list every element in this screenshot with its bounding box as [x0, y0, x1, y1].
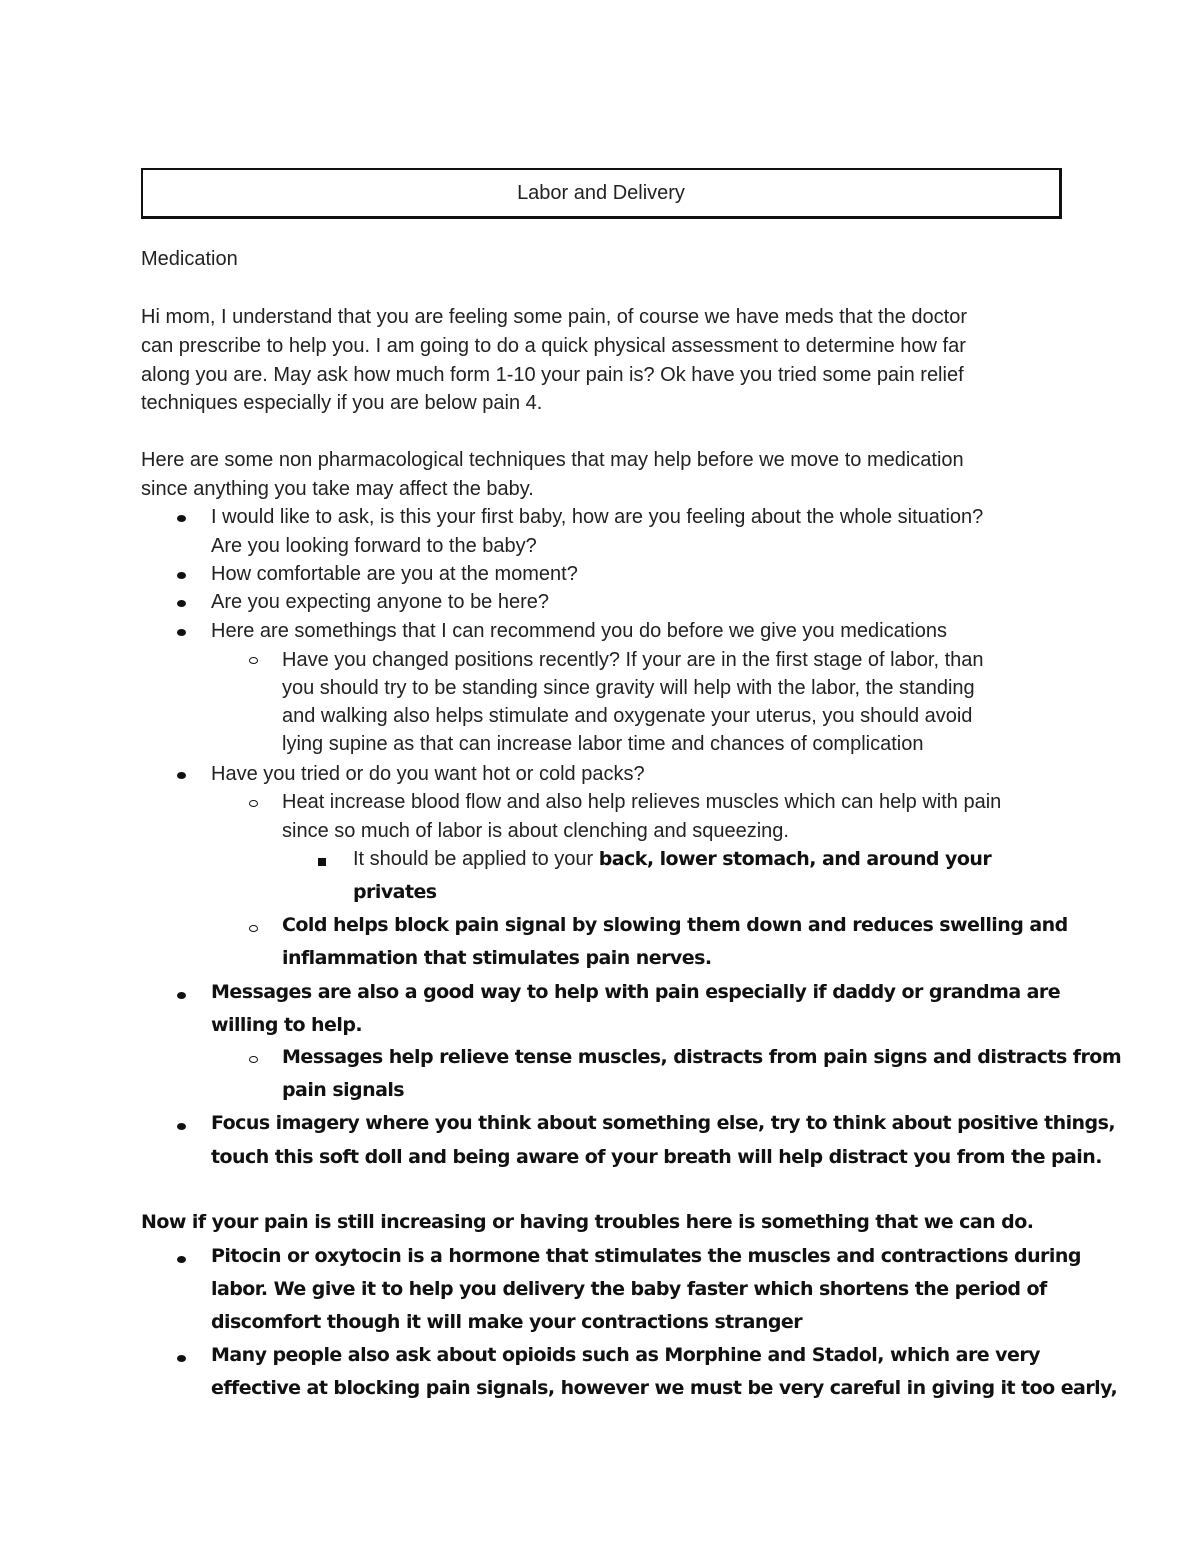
sub-positions-line: Have you changed positions recently? If your are in the first stage of labor, than — [282, 649, 984, 671]
bullet-circle-icon — [249, 1056, 258, 1063]
bullet-disc-icon — [177, 572, 186, 579]
sub-heat-line: Heat increase blood flow and also help relieves muscles which can help with pain — [282, 791, 1002, 813]
heat-apply-continuation: privates — [353, 881, 437, 903]
bullet-disc-icon — [177, 1355, 186, 1362]
sub-messages-line: Messages help relieve tense muscles, distracts from pain signs and distracts from — [282, 1046, 1122, 1068]
bullet-comfortable: How comfortable are you at the moment? — [211, 563, 578, 585]
bullet-square-icon — [318, 858, 326, 866]
bullet-expecting: Are you expecting anyone to be here? — [211, 591, 550, 613]
nonpharm-line: Here are some non pharmacological techniques that may help before we move to medication — [141, 449, 964, 471]
bullet-disc-icon — [177, 600, 186, 607]
increasing-heading: Now if your pain is still increasing or having troubles here is something that we can do. — [141, 1211, 1034, 1233]
title-box — [141, 168, 1062, 219]
bullet-opioids-line: Many people also ask about opioids such as Morphine and Stadol, which are very — [211, 1344, 1041, 1366]
document-title: Labor and Delivery — [517, 181, 685, 204]
bullet-disc-icon — [177, 515, 186, 522]
bullet-disc-icon — [177, 992, 186, 999]
bullet-first-baby-line: I would like to ask, is this your first baby, how are you feeling about the whole situation? — [211, 506, 984, 528]
sub-heat-line: since so much of labor is about clenching and squeezing. — [282, 820, 789, 842]
bullet-recommend: Here are somethings that I can recommend you do before we give you medications — [211, 620, 947, 642]
bullet-pitocin-line: Pitocin or oxytocin is a hormone that stimulates the muscles and contractions during — [211, 1245, 1081, 1267]
bullet-disc-icon — [177, 629, 186, 636]
intro-line: techniques especially if you are below pain 4. — [141, 392, 543, 414]
sub-heat-apply-line — [353, 848, 991, 871]
bullet-opioids-line: effective at blocking pain signals, however we must be very careful in giving it too early, — [211, 1377, 1118, 1399]
bullet-pitocin-line: labor. We give it to help you delivery the baby faster which shortens the period of — [211, 1278, 1047, 1300]
heat-apply-bold: back, lower stomach, and around your — [598, 848, 992, 870]
bullet-first-baby-line: Are you looking forward to the baby? — [211, 535, 537, 557]
bullet-disc-icon — [177, 772, 186, 779]
bullet-imagery-line: touch this soft doll and being aware of your breath will help distract you from the pain. — [211, 1146, 1102, 1168]
bullet-circle-icon — [249, 925, 258, 932]
sub-positions-line: and walking also helps stimulate and oxygenate your uterus, you should avoid — [282, 705, 973, 727]
sub-cold-line: inflammation that stimulates pain nerves. — [282, 947, 712, 969]
sub-messages-line: pain signals — [282, 1079, 405, 1101]
nonpharm-line: since anything you take may affect the baby. — [141, 478, 534, 500]
bullet-circle-icon — [249, 800, 258, 807]
bullet-packs: Have you tried or do you want hot or cold packs? — [211, 763, 645, 785]
bullet-disc-icon — [177, 1256, 186, 1263]
bullet-imagery-line: Focus imagery where you think about something else, try to think about positive things, — [211, 1112, 1115, 1134]
intro-line: Hi mom, I understand that you are feeling some pain, of course we have meds that the doctor — [141, 306, 968, 328]
bullet-messages-line: willing to help. — [211, 1014, 363, 1036]
heat-apply-prefix: It should be applied to your — [353, 848, 599, 870]
sub-positions-line: you should try to be standing since gravity will help with the labor, the standing — [282, 677, 975, 699]
bullet-messages-line: Messages are also a good way to help with pain especially if daddy or grandma are — [211, 981, 1061, 1003]
intro-line: along you are. May ask how much form 1-10 your pain is? Ok have you tried some pain relief — [141, 364, 964, 386]
intro-line: can prescribe to help you. I am going to do a quick physical assessment to determine how far — [141, 335, 966, 357]
sub-cold-line: Cold helps block pain signal by slowing them down and reduces swelling and — [282, 914, 1068, 936]
bullet-circle-icon — [249, 657, 258, 664]
section-heading: Medication — [141, 248, 238, 270]
bullet-pitocin-line: discomfort though it will make your contractions stranger — [211, 1311, 803, 1333]
sub-positions-line: lying supine as that can increase labor time and chances of complication — [282, 733, 924, 755]
bullet-disc-icon — [177, 1123, 186, 1130]
